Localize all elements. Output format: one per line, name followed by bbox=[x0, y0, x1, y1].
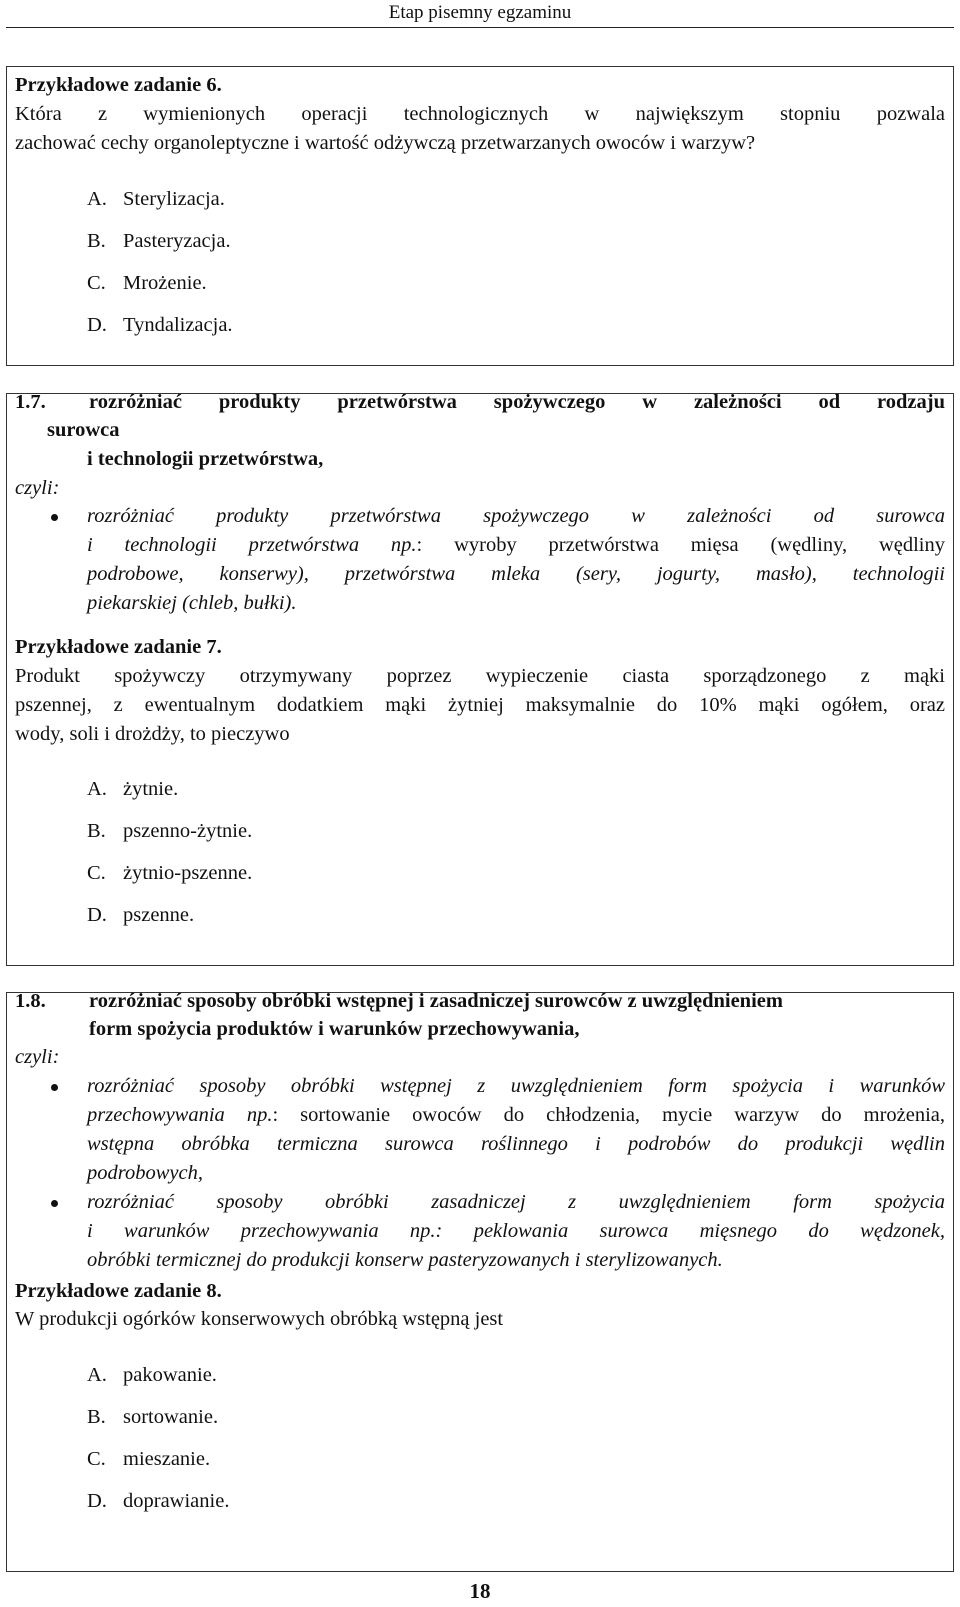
task-6-question-line-2: zachować cechy organoleptyczne i wartość odżywczą przetwarzanych owoców i warzyw? bbox=[15, 132, 756, 154]
skill-1-7-bullet: rozróżniać produkty przetwórstwa spożywczego w zależności od surowca i technologii przetwórstwa np.: wyroby przetwórstwa mięsa (wędliny, wędliny podrobowe, konserwy), przetwórstwa mleka (sery, jogurty, masło), technologii piekarskiej (chleb, bułki). bbox=[87, 502, 945, 618]
task-7-question-line-2: pszennej, z ewentualnym dodatkiem mąki żytniej maksymalnie do 10% mąki ogółem, oraz bbox=[15, 694, 945, 716]
task-7-heading: Przykładowe zadanie 7. bbox=[15, 636, 222, 658]
task-8-heading: Przykładowe zadanie 8. bbox=[15, 1280, 222, 1302]
skill-1-8-box bbox=[6, 992, 954, 1572]
header-divider bbox=[6, 27, 954, 28]
skill-1-8-heading bbox=[15, 987, 945, 1043]
task-6-option-a[interactable]: A. Sterylizacja. bbox=[87, 188, 225, 210]
task-7-option-d[interactable]: D. pszenne. bbox=[87, 904, 195, 926]
page-number: 18 bbox=[469, 1579, 491, 1603]
bullet-icon bbox=[51, 1084, 58, 1091]
task-6-option-d[interactable]: D. Tyndalizacja. bbox=[87, 314, 233, 336]
skill-1-8-bullet-2: rozróżniać sposoby obróbki zasadniczej z uwzględnieniem form spożycia i warunków przechowywania np.: peklowania surowca mięsnego do wędzonek, obróbki termicznej do produkcji konserw pasteryzowanych i sterylizowanych. bbox=[87, 1188, 945, 1275]
task-6-heading: Przykładowe zadanie 6. bbox=[15, 74, 222, 96]
skill-1-8-bullet-1: rozróżniać sposoby obróbki wstępnej z uwzględnieniem form spożycia i warunków przechowywania np.: sortowanie owoców do chłodzenia, mycie warzyw do mrożenia, wstępna obróbka termiczna surowca roślinnego i podrobów do produkcji wędlin podrobowych, bbox=[87, 1072, 945, 1188]
bullet-icon bbox=[51, 514, 58, 521]
skill-1-7-czyli: czyli: bbox=[15, 477, 60, 499]
task-6-option-c[interactable]: C. Mrożenie. bbox=[87, 272, 207, 294]
task-8-option-a[interactable]: A. pakowanie. bbox=[87, 1364, 217, 1386]
task-6-box bbox=[6, 66, 954, 366]
skill-1-8-czyli: czyli: bbox=[15, 1046, 60, 1068]
bullet-icon bbox=[51, 1200, 58, 1207]
skill-1-7-heading bbox=[15, 388, 945, 416]
skill-1-7-line-3: i technologii przetwórstwa, bbox=[87, 448, 324, 470]
task-7-option-b[interactable]: B. pszenno-żytnie. bbox=[87, 820, 253, 842]
skill-1-7-line-1: rozróżniać produkty przetwórstwa spożywczego w zależności od rodzaju bbox=[89, 391, 945, 413]
task-7-option-a[interactable]: A. żytnie. bbox=[87, 778, 179, 800]
skill-1-7-line-2: surowca bbox=[47, 419, 120, 441]
skill-1-8-number: 1.8. bbox=[15, 990, 46, 1012]
task-8-option-d[interactable]: D. doprawianie. bbox=[87, 1490, 230, 1512]
task-8-question-line-1: W produkcji ogórków konserwowych obróbką wstępną jest bbox=[15, 1308, 504, 1330]
page-header: Etap pisemny egzaminu bbox=[388, 2, 572, 23]
task-7-question-line-1: Produkt spożywczy otrzymywany poprzez wypieczenie ciasta sporządzonego z mąki bbox=[15, 665, 945, 687]
task-8-option-c[interactable]: C. mieszanie. bbox=[87, 1448, 211, 1470]
task-6-option-b[interactable]: B. Pasteryzacja. bbox=[87, 230, 231, 252]
task-6-question-line-1: Która z wymienionych operacji technologicznych w największym stopniu pozwala bbox=[15, 103, 945, 125]
skill-1-8-line-1: rozróżniać sposoby obróbki wstępnej i zasadniczej surowców z uwzględnieniem bbox=[89, 990, 783, 1012]
skill-1-7-box bbox=[6, 393, 954, 966]
task-7-option-c[interactable]: C. żytnio-pszenne. bbox=[87, 862, 253, 884]
task-7-question-line-3: wody, soli i drożdży, to pieczywo bbox=[15, 723, 290, 745]
skill-1-7-number: 1.7. bbox=[15, 391, 46, 413]
task-8-option-b[interactable]: B. sortowanie. bbox=[87, 1406, 219, 1428]
skill-1-8-line-2: form spożycia produktów i warunków przechowywania, bbox=[89, 1018, 580, 1040]
